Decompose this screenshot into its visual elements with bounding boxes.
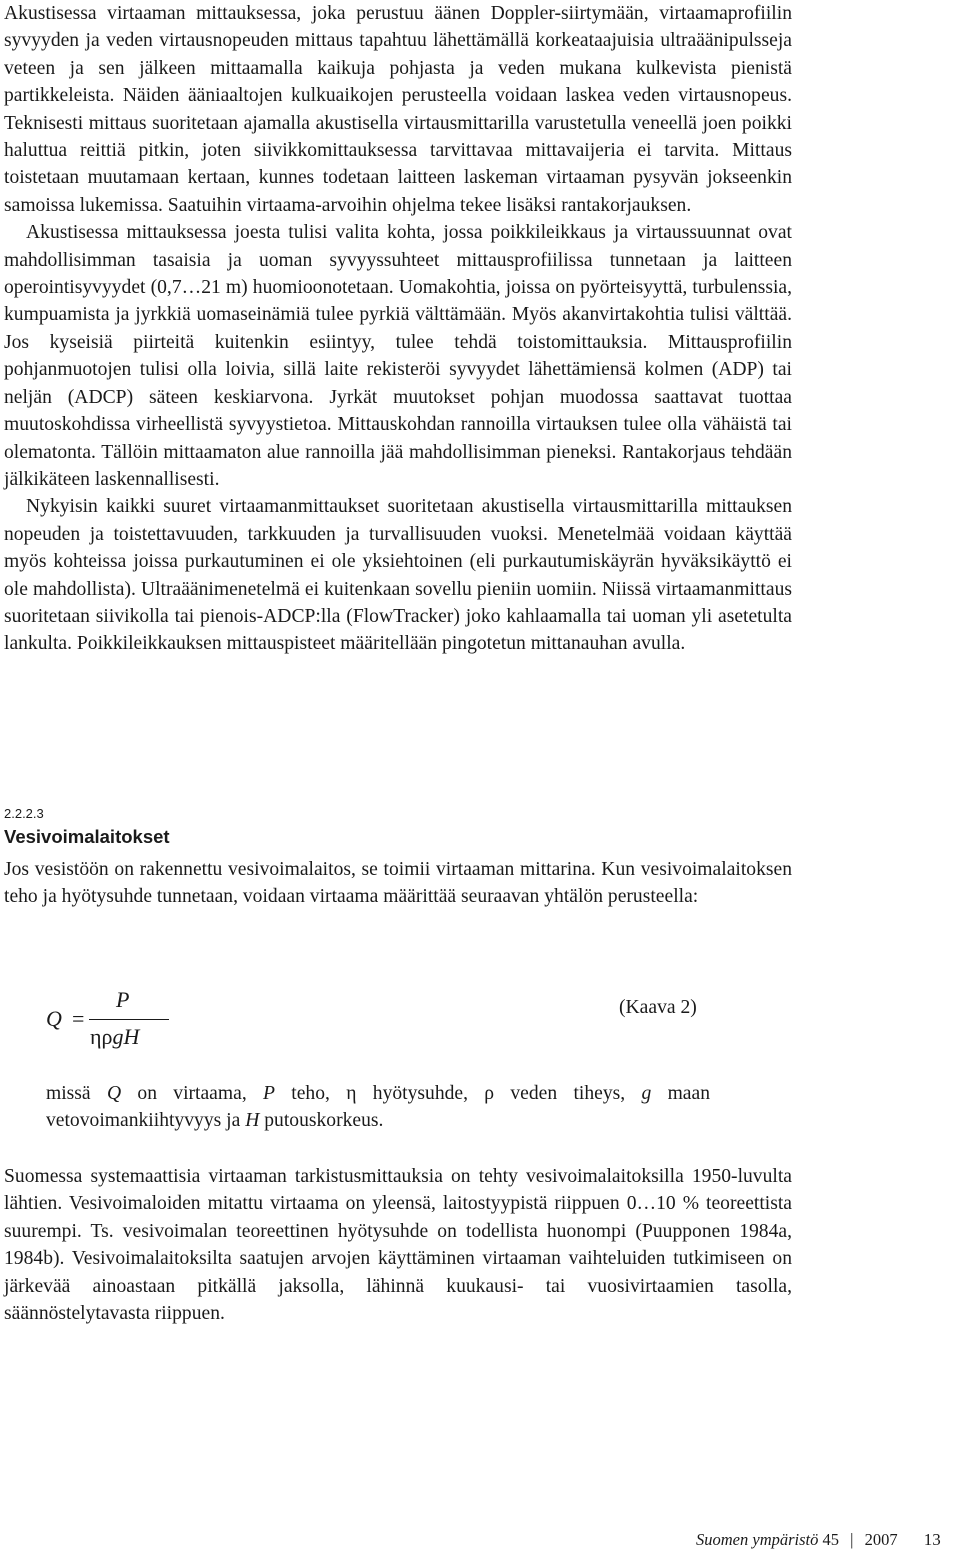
- formula-H: H: [123, 1024, 140, 1049]
- paragraph-acoustic-measurement: Akustisessa virtaaman mittauksessa, joka perustuu äänen Doppler-siirtymään, virtaamaprofiilin syvyyden ja veden virtausnopeuden mittaus tapahtuu lähettämällä korkeataajuisia ultraäänipulsseja veteen ja sen jälkeen mittaamalla kaikuja pohjasta ja veden mukana kulkevista pienistä partikkeleista. Näiden ääniaaltojen kulkuaikojen perusteella voidaan laskea veden virtausnopeus. Teknisesti mittaus suoritetaan ajamalla akustisella virtausmittarilla varustetulla veneellä joen poikki haluttua reittiä pitkin, joten siivikkomittauksessa tarvittavaa mittavaijeria ei tarvita. Mittaus toistetaan muutamaan kertaan, kunnes todetaan laitteen laskeman virtaaman pysyvän jokseenkin samoissa lukemissa. Saatuihin virtaama-arvoihin ohjelma tekee lisäksi rantakorjauksen.: [4, 3, 792, 216]
- explanation-part: teho, η hyötysuhde, ρ veden tiheys,: [275, 1083, 642, 1104]
- symbol-h: H: [245, 1110, 260, 1132]
- footer-separator: |: [850, 1530, 854, 1549]
- footer-year: 2007: [864, 1530, 898, 1549]
- symbol-q: Q: [106, 1083, 122, 1104]
- paragraph-hydropower-measurements: Suomessa systemaattisia virtaaman tarkistusmittauksia on tehty vesivoimalaitoksilla 1950-luvulta lähtien. Vesivoimaloiden mitattu virtaama on yleensä, laitostyypistä riippuen 0…10 % teoreettista suurempi. Ts. vesivoimalan teoreettinen hyötysuhde on todellista huonompi (Puupponen 1984a, 1984b). Vesivoimalaitoksilta saatujen arvojen käyttäminen virtaaman vaihteluiden tutkimiseen on järkevää ainoastaan pitkällä jaksolla, lähinnä kuukausi- tai vuosivirtaamien tasolla, säännöstelytavasta riippuen.: [4, 1166, 792, 1325]
- formula-greek: ηρ: [90, 1024, 113, 1049]
- explanation-part: putouskorkeus.: [259, 1110, 384, 1132]
- formula-kaava-2: [44, 985, 744, 1055]
- formula-explanation: [46, 1080, 710, 1135]
- formula-lhs: Q: [46, 1006, 62, 1031]
- symbol-g: g: [641, 1083, 652, 1104]
- section-title: Vesivoimalaitokset: [4, 826, 170, 847]
- paragraph-section-intro: Jos vesistöön on rakennettu vesivoimalaitos, se toimii virtaaman mittarina. Kun vesivoimalaitoksen teho ja hyötysuhde tunnetaan, voidaan virtaama määrittää seuraavan yhtälön perusteella:: [4, 859, 792, 908]
- body-text-bottom: [4, 1163, 792, 1327]
- footer-journal: Suomen ympäristö: [696, 1530, 819, 1549]
- page-number: 13: [923, 1530, 941, 1549]
- formula-equals: =: [72, 1006, 85, 1031]
- explanation-part: on virtaama,: [121, 1083, 264, 1104]
- page-footer: [696, 1530, 941, 1550]
- fraction-bar: [89, 1019, 169, 1020]
- body-text-top: [4, 0, 792, 658]
- explanation-part: missä: [46, 1083, 107, 1104]
- section-intro-block: [4, 856, 792, 911]
- footer-issue: 45: [822, 1530, 839, 1549]
- explanation-text: [46, 1080, 710, 1135]
- symbol-p: P: [263, 1083, 275, 1104]
- formula-denominator: [90, 1024, 139, 1050]
- formula-reference: (Kaava 2): [619, 997, 697, 1018]
- paragraph-measurement-site: Akustisessa mittauksessa joesta tulisi valita kohta, jossa poikkileikkaus ja virtaussuunnat ovat mahdollisimman tasaisia ja uoman syvyyssuhteet mittausprofiilissa tunnetaan ja laitteen operointisyvyydet (0,7…21 m) huomioonotetaan. Uomakohtia, joissa on pyörteisyyttä, turbulenssia, kumpuamista ja jyrkkiä uomaseinämiä tulee pyrkiä välttämään. Myös akanvirtakohtia tulisi välttää. Jos kyseisiä piirteitä kuitenkin esiintyy, tulee tehdä toistomittauksia. Mittausprofiilin pohjanmuotojen tulisi olla loivia, sillä laite rekisteröi syvyydet lähettämiensä kolmen (ADP) tai neljän (ADCP) säteen keskiarvona. Jyrkät muutokset pohjan muodossa saattavat tuottaa muutoskohdissa virheellistä syvyystietoa. Mittauskohdan rannoilla virtauksen tulee olla vähäistä tai olematonta. Tällöin mittaamaton alue rannoilla jää mahdollisimman pieneksi. Rantakorjaus tehdään jälkikäteen laskennallisesti.: [4, 222, 792, 490]
- formula-g: g: [112, 1024, 124, 1049]
- paragraph-current-practice: Nykyisin kaikki suuret virtaamanmittaukset suoritetaan akustisella virtausmittarilla mittauksen nopeuden ja toistettavuuden, tarkkuuden ja turvallisuuden vuoksi. Menetelmää voidaan käyttää myös kohteissa joissa purkautuminen ei ole yksiehtoinen (eli purkautumiskäyrän hyväksikäyttö ei ole mahdollista). Ultraäänimenetelmä ei kuitenkaan sovellu pieniin uomiin. Niissä virtaamanmittaus suoritetaan siivikolla tai pienois-ADCP:lla (FlowTracker) joko kahlaamalla tai uoman yli asetetulta lankulta. Poikkileikkauksen mittauspisteet määritellään pingotetun mittanauhan avulla.: [4, 496, 792, 655]
- explanation-part: maan vetovoimankiihtyvyys ja: [46, 1083, 710, 1132]
- formula-numerator: P: [116, 987, 130, 1012]
- section-number: 2.2.2.3: [4, 806, 44, 821]
